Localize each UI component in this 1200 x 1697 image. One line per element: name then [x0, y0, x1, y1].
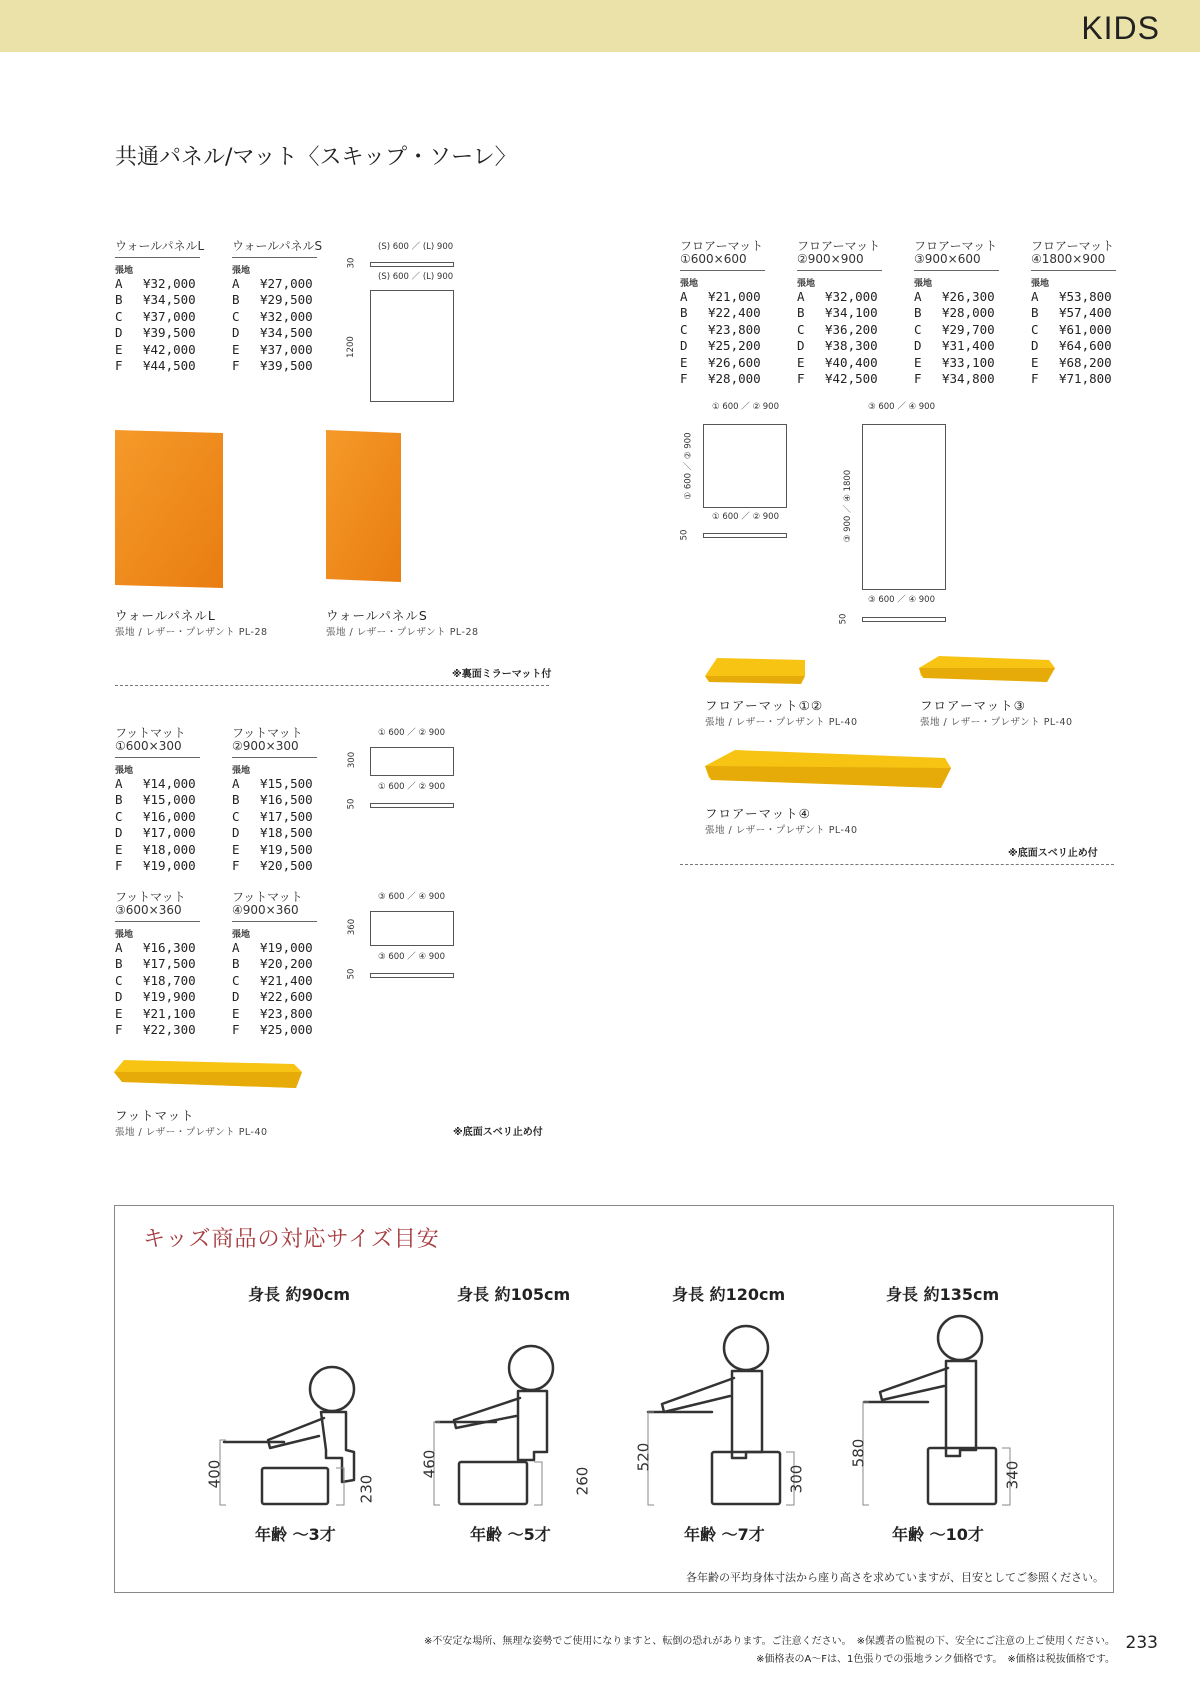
- desk-height-label: 460: [420, 1449, 439, 1479]
- height-label: 身長 約105cm: [457, 1285, 571, 1304]
- price-table: [232, 940, 332, 1038]
- divider: [232, 921, 317, 922]
- dim-wall-front-width: (S) 600 ／ (L) 900: [378, 272, 454, 282]
- harichi-label: 張地: [1031, 279, 1050, 289]
- wall-panel-l-image: [115, 430, 223, 588]
- price-row: C ¥16,000: [115, 808, 196, 824]
- price-row: E ¥18,000: [115, 841, 196, 857]
- price-group-wall-l: [115, 240, 215, 374]
- note-mirror-mat: ※裏面ミラーマット付: [452, 669, 552, 680]
- product-sub-wall-s: 張地 / レザー・プレザント PL-28: [326, 627, 479, 638]
- floor-mat-12-top-view: [703, 424, 787, 508]
- harichi-label: 張地: [232, 266, 251, 276]
- price-row: D ¥39,500: [115, 325, 196, 341]
- height-label: 身長 約90cm: [248, 1285, 350, 1304]
- floor-mat-3-image: [919, 654, 1057, 686]
- price-row: D ¥19,900: [115, 989, 196, 1005]
- price-row: D ¥64,600: [1031, 338, 1112, 354]
- seat-height-label: 340: [1003, 1460, 1022, 1490]
- harichi-label: 張地: [115, 266, 134, 276]
- price-group-floor-3: [914, 240, 1014, 387]
- price-row: D ¥25,200: [680, 338, 761, 354]
- price-row: B ¥34,100: [797, 305, 878, 321]
- price-row: F ¥34,800: [914, 371, 995, 387]
- dim-wall-depth: 30: [346, 257, 357, 269]
- divider: [115, 757, 200, 758]
- divider: [115, 257, 200, 258]
- price-table: [232, 276, 332, 374]
- floor-mat-12-image: [705, 656, 807, 686]
- product-name-foot-mat: フットマット: [115, 1108, 195, 1123]
- dim-floor12-top-width: ① 600 ／ ② 900: [712, 402, 779, 412]
- price-row: B ¥28,000: [914, 305, 995, 321]
- foot-mat-image: [114, 1058, 304, 1094]
- floor-mat-34-front-view: [862, 617, 946, 622]
- product-name-floor-3: フロアーマット③: [920, 698, 1026, 713]
- group-name: ウォールパネルL: [115, 239, 205, 253]
- group-name: フロアーマット ③900×600: [914, 239, 998, 266]
- header-band: [0, 0, 1200, 52]
- price-row: E ¥19,500: [232, 841, 313, 857]
- product-name-floor-12: フロアーマット①②: [705, 698, 824, 713]
- wall-panel-top-view: [370, 262, 454, 267]
- age-label: 年齢 ～7才: [684, 1525, 765, 1544]
- price-group-floor-1: [680, 240, 780, 387]
- price-table: [680, 289, 780, 387]
- group-name: フロアーマット ②900×900: [797, 239, 881, 266]
- dim-foot12-depth: 300: [347, 751, 358, 769]
- price-row: B ¥16,500: [232, 792, 313, 808]
- dim-wall-height: 1200: [345, 336, 356, 358]
- page-number: 233: [1125, 1633, 1158, 1653]
- price-row: C ¥21,400: [232, 972, 313, 988]
- price-row: D ¥17,000: [115, 825, 196, 841]
- price-row: C ¥17,500: [232, 808, 313, 824]
- price-row: A ¥19,000: [232, 940, 313, 955]
- price-table: [115, 776, 215, 874]
- seat-height-label: 260: [573, 1466, 592, 1496]
- price-row: B ¥20,200: [232, 956, 313, 972]
- price-table: [115, 276, 215, 374]
- product-name-wall-l: ウォールパネルL: [115, 608, 216, 623]
- product-sub-foot-mat: 張地 / レザー・プレザント PL-40: [115, 1127, 268, 1138]
- age-label: 年齢 ～5才: [470, 1525, 551, 1544]
- section-divider: [115, 685, 549, 686]
- price-row: F ¥39,500: [232, 358, 313, 374]
- wall-panel-price-section: [115, 240, 535, 380]
- price-group-foot-3: [115, 891, 215, 1038]
- price-table: [115, 940, 215, 1038]
- price-row: E ¥21,100: [115, 1005, 196, 1021]
- dim-floor12-side: ① 600 ／ ② 900: [683, 432, 694, 500]
- price-group-foot-1: [115, 727, 215, 874]
- note-nonslip-foot: ※底面スベリ止め付: [453, 1127, 543, 1138]
- divider: [115, 921, 200, 922]
- price-group-foot-4: [232, 891, 332, 1038]
- wall-panel-front-view: [370, 290, 454, 402]
- harichi-label: 張地: [115, 930, 134, 940]
- price-row: F ¥25,000: [232, 1022, 313, 1038]
- dim-foot12-height: 50: [346, 798, 357, 810]
- price-row: D ¥22,600: [232, 989, 313, 1005]
- dim-floor34-side: ③ 900 ／ ④ 1800: [843, 469, 854, 543]
- seat-height-label: 230: [357, 1474, 376, 1504]
- foot-mat-34-top-view: [370, 911, 454, 946]
- divider: [914, 270, 999, 271]
- price-row: F ¥19,000: [115, 858, 196, 874]
- price-row: A ¥53,800: [1031, 289, 1112, 304]
- section-label: KIDS: [1081, 10, 1160, 46]
- harichi-label: 張地: [232, 930, 251, 940]
- price-row: A ¥21,000: [680, 289, 761, 304]
- price-row: E ¥23,800: [232, 1005, 313, 1021]
- footer-note-2: ※価格表のA～Fは、1色張りでの張地ランク価格です。 ※価格は税抜価格です。: [756, 1654, 1115, 1665]
- desk-height-label: 580: [849, 1438, 868, 1468]
- price-group-floor-4: [1031, 240, 1131, 387]
- price-row: A ¥14,000: [115, 776, 196, 791]
- wall-panel-s-image: [326, 430, 401, 582]
- price-row: D ¥18,500: [232, 825, 313, 841]
- price-table: [797, 289, 897, 387]
- price-group-foot-2: [232, 727, 332, 874]
- price-row: B ¥15,000: [115, 792, 196, 808]
- price-row: A ¥15,500: [232, 776, 313, 791]
- price-row: A ¥27,000: [232, 276, 313, 291]
- price-row: B ¥29,500: [232, 292, 313, 308]
- price-row: B ¥17,500: [115, 956, 196, 972]
- price-row: E ¥37,000: [232, 341, 313, 357]
- desk-height-label: 400: [205, 1459, 224, 1489]
- age-label: 年齢 ～3才: [255, 1525, 336, 1544]
- price-row: A ¥32,000: [115, 276, 196, 291]
- seat-height-label: 300: [787, 1464, 806, 1494]
- dim-floor34-height: 50: [838, 613, 849, 625]
- price-row: C ¥36,200: [797, 321, 878, 337]
- group-name: フロアーマット ①600×600: [680, 239, 764, 266]
- size-guide-title: キッズ商品の対応サイズ目安: [143, 1227, 440, 1252]
- product-name-floor-4: フロアーマット④: [705, 806, 811, 821]
- harichi-label: 張地: [680, 279, 699, 289]
- divider: [1031, 270, 1116, 271]
- product-sub-floor-12: 張地 / レザー・プレザント PL-40: [705, 717, 858, 728]
- dim-foot12-top-width: ① 600 ／ ② 900: [378, 728, 445, 738]
- foot-mat-12-front-view: [370, 803, 454, 808]
- price-row: E ¥26,600: [680, 354, 761, 370]
- price-row: C ¥18,700: [115, 972, 196, 988]
- floor-mat-4-image: [705, 748, 953, 793]
- section-divider: [680, 864, 1114, 865]
- price-row: E ¥40,400: [797, 354, 878, 370]
- price-row: A ¥32,000: [797, 289, 878, 304]
- divider: [232, 757, 317, 758]
- height-label: 身長 約120cm: [672, 1285, 786, 1304]
- product-name-wall-s: ウォールパネルS: [326, 608, 428, 623]
- price-row: F ¥22,300: [115, 1022, 196, 1038]
- price-row: A ¥16,300: [115, 940, 196, 955]
- dim-wall-top-width: (S) 600 ／ (L) 900: [378, 242, 454, 252]
- dim-foot34-front-width: ③ 600 ／ ④ 900: [378, 952, 445, 962]
- size-guide-note: 各年齢の平均身体寸法から座り高さを求めていますが、目安としてご参照ください。: [686, 1571, 1104, 1584]
- dim-foot34-height: 50: [346, 968, 357, 980]
- price-row: F ¥28,000: [680, 371, 761, 387]
- price-row: C ¥29,700: [914, 321, 995, 337]
- floor-mat-34-top-view: [862, 424, 946, 590]
- group-name: フットマット ①600×300: [115, 726, 186, 753]
- price-row: E ¥68,200: [1031, 354, 1112, 370]
- harichi-label: 張地: [797, 279, 816, 289]
- foot-mat-12-top-view: [370, 747, 454, 776]
- product-sub-floor-3: 張地 / レザー・プレザント PL-40: [920, 717, 1073, 728]
- dim-foot34-top-width: ③ 600 ／ ④ 900: [378, 892, 445, 902]
- price-row: C ¥32,000: [232, 308, 313, 324]
- harichi-label: 張地: [914, 279, 933, 289]
- price-row: F ¥71,800: [1031, 371, 1112, 387]
- price-row: B ¥57,400: [1031, 305, 1112, 321]
- footer-note-1: ※不安定な場所、無理な姿勢でご使用になりますと、転倒の恐れがあります。ご注意ください。 ※保護者の監視の下、安全にご注意の上ご使用ください。: [424, 1636, 1115, 1647]
- desk-height-label: 520: [634, 1442, 653, 1472]
- price-row: D ¥38,300: [797, 338, 878, 354]
- price-row: A ¥26,300: [914, 289, 995, 304]
- divider: [232, 257, 317, 258]
- product-sub-floor-4: 張地 / レザー・プレザント PL-40: [705, 825, 858, 836]
- dim-floor34-front-width: ③ 600 ／ ④ 900: [868, 595, 935, 605]
- dim-floor12-front-width: ① 600 ／ ② 900: [712, 512, 779, 522]
- price-row: C ¥61,000: [1031, 321, 1112, 337]
- price-row: C ¥37,000: [115, 308, 196, 324]
- group-name: フロアーマット ④1800×900: [1031, 239, 1115, 266]
- price-table: [1031, 289, 1131, 387]
- product-sub-wall-l: 張地 / レザー・プレザント PL-28: [115, 627, 268, 638]
- note-nonslip-floor: ※底面スベリ止め付: [1008, 848, 1098, 859]
- group-name: フットマット ④900×360: [232, 890, 303, 917]
- age-label: 年齢 ～10才: [892, 1525, 984, 1544]
- dim-foot12-front-width: ① 600 ／ ② 900: [378, 782, 445, 792]
- price-row: C ¥23,800: [680, 321, 761, 337]
- price-row: E ¥33,100: [914, 354, 995, 370]
- price-row: F ¥42,500: [797, 371, 878, 387]
- harichi-label: 張地: [115, 766, 134, 776]
- price-row: D ¥31,400: [914, 338, 995, 354]
- page-title: 共通パネル/マット〈スキップ・ソーレ〉: [115, 145, 517, 170]
- price-table: [232, 776, 332, 874]
- price-group-floor-2: [797, 240, 897, 387]
- group-name: フットマット ③600×360: [115, 890, 186, 917]
- price-row: D ¥34,500: [232, 325, 313, 341]
- price-table: [914, 289, 1014, 387]
- group-name: ウォールパネルS: [232, 239, 323, 253]
- sitting-figures-illustration: [114, 1300, 1114, 1515]
- height-label: 身長 約135cm: [886, 1285, 1000, 1304]
- group-name: フットマット ②900×300: [232, 726, 303, 753]
- price-group-wall-s: [232, 240, 332, 374]
- price-row: E ¥42,000: [115, 341, 196, 357]
- divider: [680, 270, 765, 271]
- dim-floor12-height: 50: [679, 529, 690, 541]
- dim-floor34-top-width: ③ 600 ／ ④ 900: [868, 402, 935, 412]
- price-row: B ¥22,400: [680, 305, 761, 321]
- harichi-label: 張地: [232, 766, 251, 776]
- divider: [797, 270, 882, 271]
- price-row: F ¥44,500: [115, 358, 196, 374]
- price-row: B ¥34,500: [115, 292, 196, 308]
- dim-foot34-depth: 360: [347, 918, 358, 936]
- price-row: F ¥20,500: [232, 858, 313, 874]
- floor-mat-12-front-view: [703, 533, 787, 538]
- foot-mat-34-front-view: [370, 973, 454, 978]
